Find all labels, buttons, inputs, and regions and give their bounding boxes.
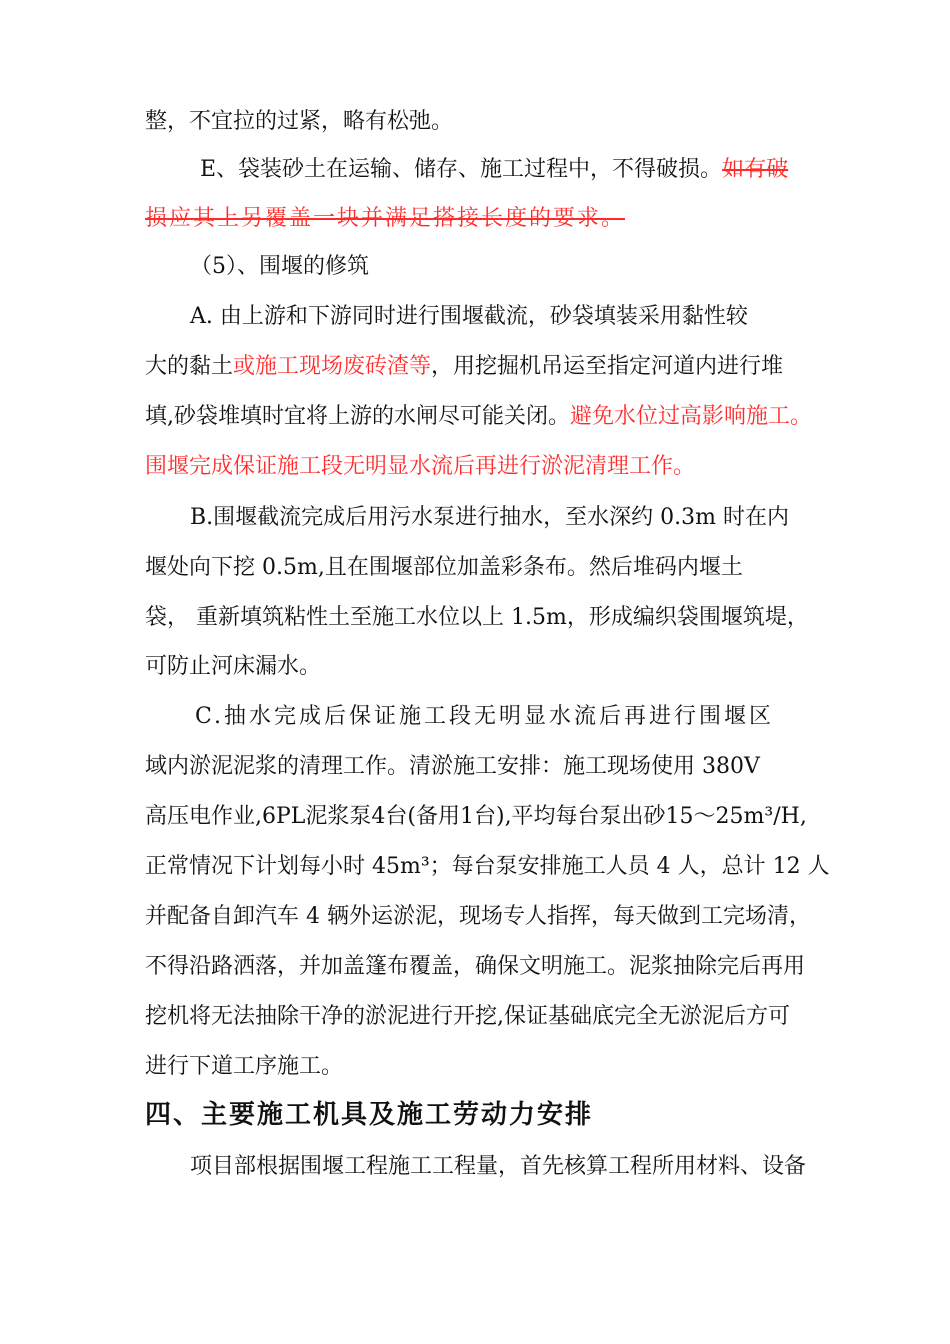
paragraph-line [145, 352, 783, 382]
body-text: 填,砂袋堆填时宜将上游的水闸尽可能关闭。 [145, 404, 570, 429]
paragraph-line: 并配备自卸汽车 4 辆外运淤泥，现场专人指挥，每天做到工完场清， [145, 904, 811, 929]
paragraph-line: A. 由上游和下游同时进行围堰截流，砂袋填装采用黏性较 [190, 304, 748, 329]
paragraph-line: 挖机将无法抽除干净的淤泥进行开挖,保证基础底完全无淤泥后方可 [145, 1004, 790, 1029]
inserted-text-line: 围堰完成保证施工段无明显水流后再进行淤泥清理工作。 [145, 454, 696, 479]
deleted-text: 如有破 [722, 157, 789, 182]
paragraph-line: 堰处向下挖 0.5m,且在围堰部位加盖彩条布。然后堆码内堰土 [145, 555, 743, 580]
paragraph-line: C.抽水完成后保证施工段无明显水流后再进行围堰区 [195, 704, 775, 729]
paragraph-line: 整，不宜拉的过紧，略有松弛。 [145, 109, 454, 134]
paragraph-line: 可防止河床漏水。 [145, 654, 322, 679]
paragraph-line: 进行下道工序施工。 [145, 1054, 344, 1079]
inserted-text: 或施工现场废砖渣等 [233, 354, 432, 379]
paragraph-line: B.围堰截流完成后用污水泵进行抽水，至水深约 0.3m 时在内 [190, 505, 789, 530]
section-subheading: （5）、围堰的修筑 [190, 254, 369, 279]
paragraph-line: 不得沿路洒落，并加盖篷布覆盖，确保文明施工。泥浆抽除完后再用 [145, 954, 806, 979]
paragraph-line: 正常情况下计划每小时 45m³；每台泵安排施工人员 4 人，总计 12 人 [145, 854, 830, 879]
paragraph-line: 高压电作业,6PL泥浆泵4台(备用1台),平均每台泵出砂15～25m³/H, [145, 804, 807, 829]
paragraph-line: 袋， 重新填筑粘性土至施工水位以上 1.5m，形成编织袋围堰筑堤， [145, 605, 809, 630]
paragraph-line [200, 155, 788, 185]
body-text: ，用挖掘机吊运至指定河道内进行堆 [431, 354, 784, 379]
body-text: 大的黏土 [145, 354, 234, 379]
paragraph-line: 域内淤泥泥浆的清理工作。清淤施工安排：施工现场使用 380V [145, 754, 760, 779]
body-text: E、袋装砂土在运输、储存、施工过程中，不得破损。 [200, 157, 723, 182]
paragraph-line [145, 402, 812, 432]
inserted-text: 避免水位过高影响施工。 [570, 404, 813, 429]
paragraph-line: 项目部根据围堰工程施工工程量，首先核算工程所用材料、设备 [190, 1154, 807, 1179]
section-heading: 四、主要施工机具及施工劳动力安排 [145, 1100, 594, 1130]
deleted-text-line: 损应其上另覆盖一块并满足搭接长度的要求。 [145, 206, 626, 231]
